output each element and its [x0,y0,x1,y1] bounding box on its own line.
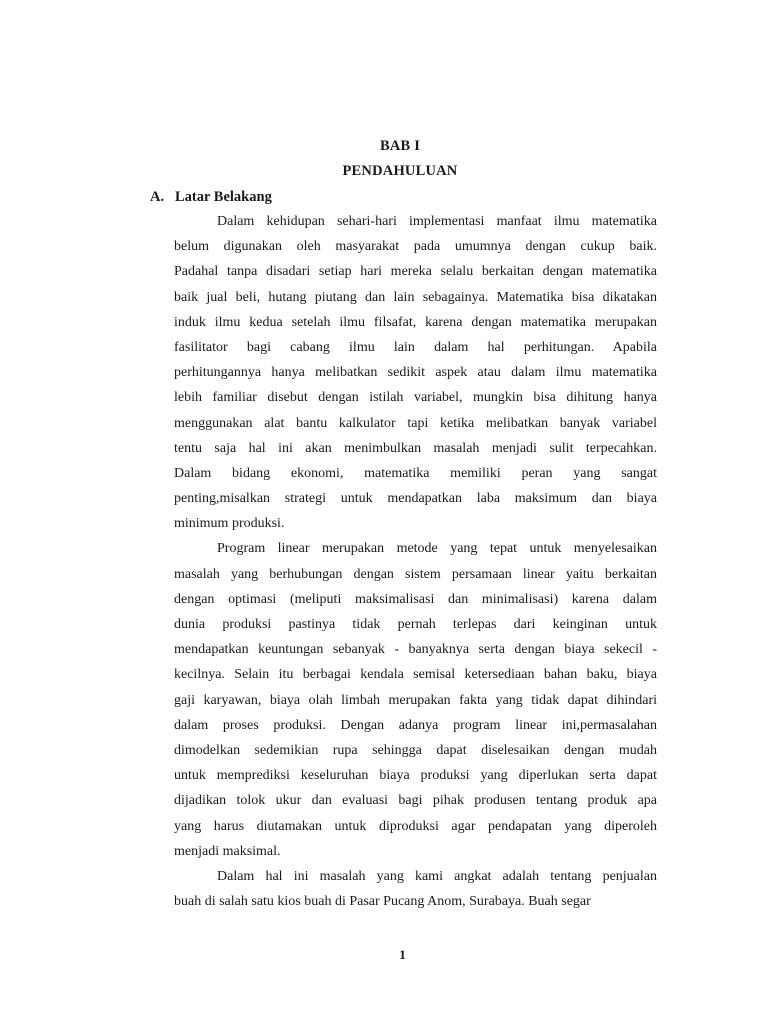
paragraph-line: kecilnya. Selain itu berbagai kendala semisal ketersediaan bahan baku, biaya [174,667,657,683]
chapter-title: PENDAHULUAN [342,163,458,179]
paragraph-line: Dalam kehidupan sehari-hari implementasi manfaat ilmu matematika [217,214,657,229]
section-number: A. [150,189,165,205]
paragraph-line: dunia produksi pastinya tidak pernah terlepas dari keinginan untuk [174,617,657,632]
paragraph-line: dalam proses produksi. Dengan adanya program linear ini,permasalahan [174,717,657,733]
paragraph-line: dijadikan tolok ukur dan evaluasi bagi pihak produsen tentang produk apa [174,793,657,809]
paragraph-line: belum digunakan oleh masyarakat pada umumnya dengan cukup baik. [174,239,657,255]
paragraph-line: Dalam bidang ekonomi, matematika memiliki peran yang sangat [174,465,657,481]
paragraph-line: perhitungannya hanya melibatkan sedikit aspek atau dalam ilmu matematika [174,365,657,381]
paragraph-line: minimum produksi. [174,516,285,532]
paragraph-line: dengan optimasi (meliputi maksimalisasi dan minimalisasi) karena dalam [174,591,657,607]
section-heading [150,189,272,206]
paragraph-line: dimodelkan sedemikian rupa sehingga dapat diselesaikan dengan mudah [174,742,657,758]
paragraph-line: induk ilmu kedua setelah ilmu filsafat, karena dengan matematika merupakan [174,314,657,330]
page-number: 1 [399,947,406,962]
paragraph-line: masalah yang berhubungan dengan sistem persamaan linear yaitu berkaitan [174,566,657,582]
paragraph-line: Program linear merupakan metode yang tepat untuk menyelesaikan [217,541,657,557]
paragraph-line: penting,misalkan strategi untuk mendapatkan laba maksimum dan biaya [174,491,657,507]
paragraph-line: buah di salah satu kios buah di Pasar Pucang Anom, Surabaya. Buah segar [174,894,591,910]
paragraph-line: gaji karyawan, biaya olah limbah merupakan fakta yang tidak dapat dihindari [174,692,657,708]
body-text [174,209,657,914]
paragraph-line: mendapatkan keuntungan sebanyak - banyaknya serta dengan biaya sekecil - [174,642,657,658]
section-title: Latar Belakang [175,189,272,205]
paragraph-line: yang harus diutamakan untuk diproduksi agar pendapatan yang diperoleh [174,818,657,834]
paragraph-line: menggunakan alat bantu kalkulator tapi ketika melibatkan banyak variabel [174,415,657,431]
paragraph-line: baik jual beli, hutang piutang dan lain sebagainya. Matematika bisa dikatakan [174,289,657,305]
paragraph-line: lebih familiar disebut dengan istilah variabel, mungkin bisa dihitung hanya [174,390,657,406]
paragraph-line: menjadi maksimal. [174,843,281,859]
paragraph-line: Dalam hal ini masalah yang kami angkat adalah tentang penjualan [217,868,657,884]
paragraph-line: fasilitator bagi cabang ilmu lain dalam hal perhitungan. Apabila [174,339,657,355]
paragraph-line: tentu saja hal ini akan menimbulkan masalah menjadi sulit terpecahkan. [174,440,657,456]
paragraph-line: Padahal tanpa disadari setiap hari mereka selalu berkaitan dengan matematika [174,264,657,280]
chapter-number: BAB I [379,138,421,154]
paragraph-line: untuk memprediksi keseluruhan biaya produksi yang diperlukan serta dapat [174,768,657,784]
